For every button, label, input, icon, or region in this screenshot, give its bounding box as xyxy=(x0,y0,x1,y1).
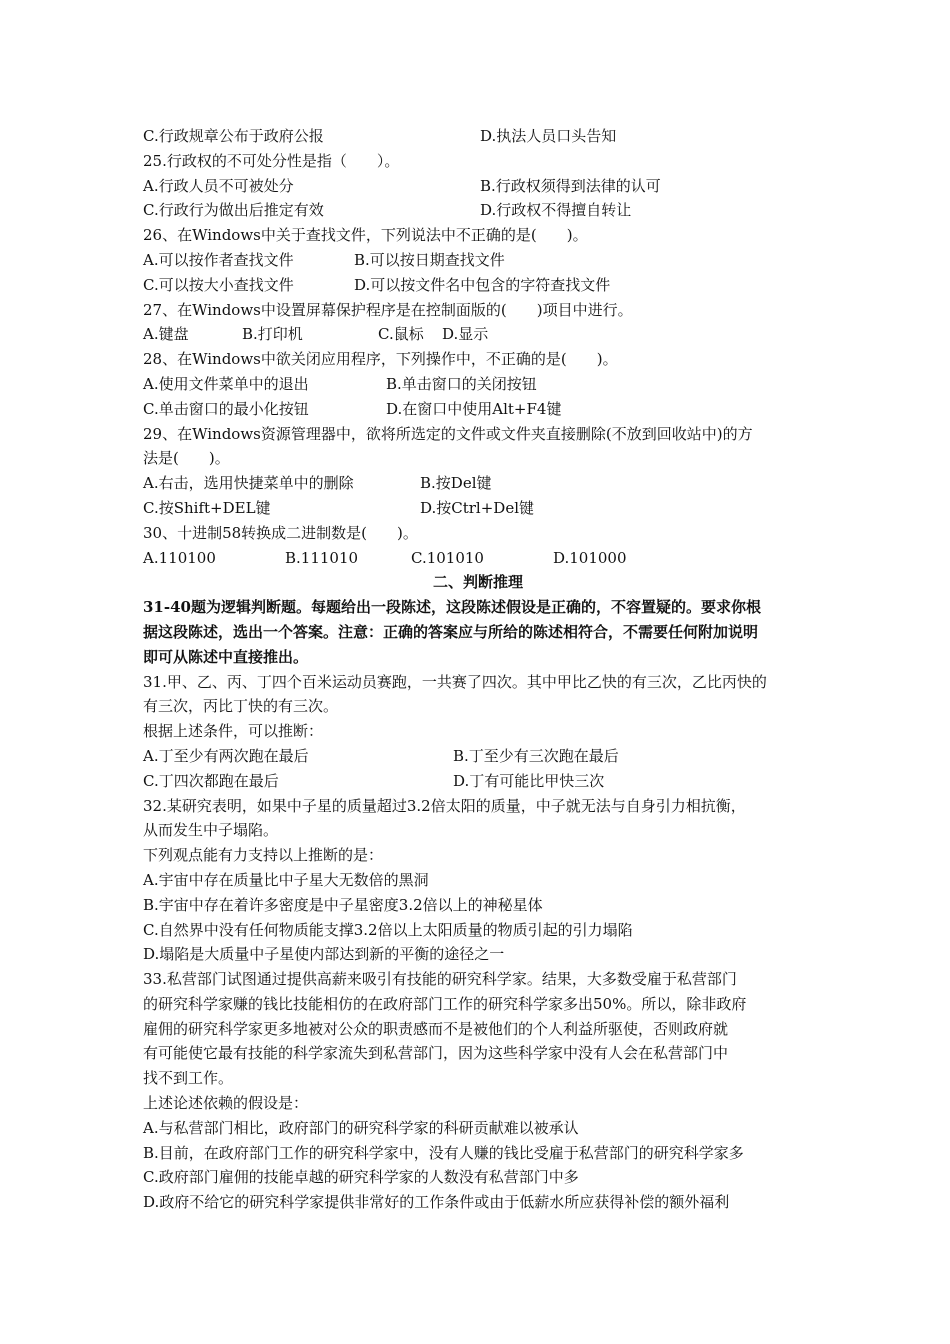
q33-option-b: B.目前，在政府部门工作的研究科学家中，没有人赚的钱比受雇于私营部门的研究科学家多 xyxy=(143,1143,744,1162)
q27-option-b: B.打印机 xyxy=(242,325,303,344)
q33-option-c: C.政府部门雇佣的技能卓越的研究科学家的人数没有私营部门中多 xyxy=(143,1168,579,1187)
q25-option-c: C.行政行为做出后推定有效 xyxy=(143,201,324,220)
q25-stem: 25.行政权的不可处分性是指（ ）。 xyxy=(143,151,400,170)
q25-options-ab xyxy=(143,174,813,199)
q29-stem-line2: 法是( )。 xyxy=(143,449,230,468)
q31-stem-line2: 有三次，丙比丁快的有三次。 xyxy=(143,697,339,716)
q25-option-b: B.行政权须得到法律的认可 xyxy=(480,176,661,195)
q32-option-b: B.宇宙中存在着许多密度是中子星密度3.2倍以上的神秘星体 xyxy=(143,895,543,914)
section-intro-line1: 31-40题为逻辑判断题。每题给出一段陈述，这段陈述假设是正确的，不容置疑的。要求你根 xyxy=(143,598,761,617)
q29-option-a: A.右击，选用快捷菜单中的删除 xyxy=(143,474,354,493)
q33-stem-line5: 找不到工作。 xyxy=(143,1069,234,1088)
q27-stem: 27、在Windows中设置屏幕保护程序是在控制面版的( )项目中进行。 xyxy=(143,300,633,319)
q27-options xyxy=(143,322,813,347)
q26-options-cd xyxy=(143,273,813,298)
q24-options-cd xyxy=(143,124,813,149)
q25-options-cd xyxy=(143,198,813,223)
section-intro-line2: 据这段陈述，选出一个答案。注意：正确的答案应与所给的陈述相符合，不需要任何附加说明 xyxy=(143,622,759,641)
q32-stem-line1: 32.某研究表明，如果中子星的质量超过3.2倍太阳的质量，中子就无法与自身引力相抗衡， xyxy=(143,796,746,815)
q32-option-a: A.宇宙中存在质量比中子星大无数倍的黑洞 xyxy=(143,870,429,889)
q26-option-b: B.可以按日期查找文件 xyxy=(354,250,505,269)
q26-stem: 26、在Windows中关于查找文件，下列说法中不正确的是( )。 xyxy=(143,226,588,245)
q28-option-b: B.单击窗口的关闭按钮 xyxy=(386,374,537,393)
document-page xyxy=(143,124,813,1215)
q27-option-c: C.鼠标 xyxy=(378,325,424,344)
q31-option-b: B.丁至少有三次跑在最后 xyxy=(453,746,619,765)
q24-option-d: D.执法人员口头告知 xyxy=(480,127,617,145)
q30-options xyxy=(143,546,813,571)
q30-option-a: A.110100 xyxy=(143,548,216,567)
q27-option-d: D.显示 xyxy=(442,325,489,344)
q28-options-ab xyxy=(143,372,813,397)
section-intro-line3: 即可从陈述中直接推出。 xyxy=(143,647,309,666)
q32-stem-line2: 从而发生中子塌陷。 xyxy=(143,821,279,840)
q28-option-c: C.单击窗口的最小化按钮 xyxy=(143,399,309,418)
q31-option-d: D.丁有可能比甲快三次 xyxy=(453,771,605,790)
q29-option-d: D.按Ctrl+Del键 xyxy=(420,498,535,517)
q26-options-ab xyxy=(143,248,813,273)
q29-option-b: B.按Del键 xyxy=(420,474,492,493)
q31-options-cd xyxy=(143,769,813,794)
q30-option-b: B.111010 xyxy=(285,548,359,567)
q33-option-a: A.与私营部门相比，政府部门的研究科学家的科研贡献难以被承认 xyxy=(143,1118,579,1137)
q28-stem: 28、在Windows中欲关闭应用程序，下列操作中，不正确的是( )。 xyxy=(143,350,618,369)
q28-options-cd xyxy=(143,397,813,422)
q32-prompt: 下列观点能有力支持以上推断的是： xyxy=(143,846,384,865)
q30-stem: 30、十进制58转换成二进制数是( )。 xyxy=(143,523,418,542)
q30-option-c: C.101010 xyxy=(411,548,484,567)
q31-prompt: 根据上述条件，可以推断： xyxy=(143,722,324,741)
q33-stem-line4: 有可能使它最有技能的科学家流失到私营部门，因为这些科学家中没有人会在私营部门中 xyxy=(143,1044,729,1063)
q24-option-c: C.行政规章公布于政府公报 xyxy=(143,127,324,145)
q33-stem-line1: 33.私营部门试图通过提供高薪来吸引有技能的研究科学家。结果，大多数受雇于私营部门 xyxy=(143,970,737,989)
q29-options-cd xyxy=(143,496,813,521)
q26-option-d: D.可以按文件名中包含的字符查找文件 xyxy=(354,275,611,294)
q30-option-d: D.101000 xyxy=(553,548,627,567)
q25-option-d: D.行政权不得擅自转让 xyxy=(480,201,632,220)
q31-option-c: C.丁四次都跑在最后 xyxy=(143,771,279,790)
q33-stem-line2: 的研究科学家赚的钱比技能相仿的在政府部门工作的研究科学家多出50%。所以，除非政府 xyxy=(143,994,747,1013)
q33-option-d: D.政府不给它的研究科学家提供非常好的工作条件或由于低薪水所应获得补偿的额外福利 xyxy=(143,1193,730,1212)
q25-option-a: A.行政人员不可被处分 xyxy=(143,176,294,195)
q29-stem-line1: 29、在Windows资源管理器中，欲将所选定的文件或文件夹直接删除(不放到回收站中)的方 xyxy=(143,424,753,443)
q29-options-ab xyxy=(143,471,813,496)
q28-option-d: D.在窗口中使用Alt+F4键 xyxy=(386,399,562,418)
q27-option-a: A.键盘 xyxy=(143,325,189,344)
q31-stem-line1: 31.甲、乙、丙、丁四个百米运动员赛跑，一共赛了四次。其中甲比乙快的有三次，乙比丙快的 xyxy=(143,672,767,691)
q28-option-a: A.使用文件菜单中的退出 xyxy=(143,374,309,393)
q33-stem-line3: 雇佣的研究科学家更多地被对公众的职责感而不是被他们的个人利益所驱使，否则政府就 xyxy=(143,1019,729,1038)
q31-option-a: A.丁至少有两次跑在最后 xyxy=(143,746,309,765)
q31-options-ab xyxy=(143,744,813,769)
q26-option-a: A.可以按作者查找文件 xyxy=(143,250,294,269)
q26-option-c: C.可以按大小查找文件 xyxy=(143,275,294,294)
q32-option-d: D.塌陷是大质量中子星使内部达到新的平衡的途径之一 xyxy=(143,945,505,964)
q32-option-c: C.自然界中没有任何物质能支撑3.2倍以上太阳质量的物质引起的引力塌陷 xyxy=(143,920,633,939)
q29-option-c: C.按Shift+DEL键 xyxy=(143,498,271,517)
section-title: 二、判断推理 xyxy=(432,573,523,592)
q33-prompt: 上述论述依赖的假设是： xyxy=(143,1094,309,1113)
